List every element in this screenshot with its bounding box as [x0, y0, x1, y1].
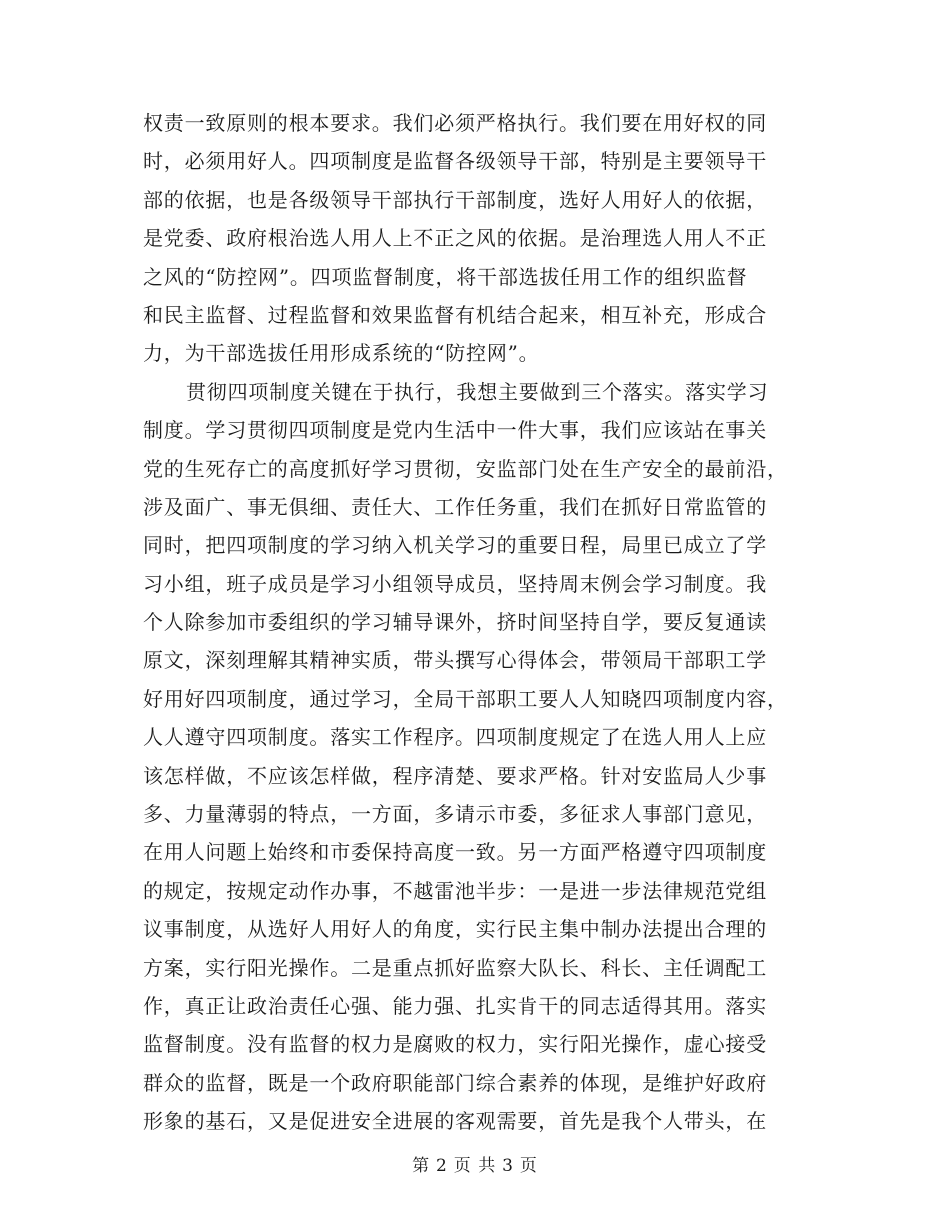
page-label-prefix: 第 [412, 1156, 431, 1176]
page-footer [0, 1151, 950, 1176]
text-line: 原文，深刻理解其精神实质，带头撰写心得体会，带领局干部职工学 [143, 648, 767, 673]
text-line: 时，必须用好人。四项制度是监督各级领导干部，特别是主要领导干 [143, 149, 767, 174]
text-line: 是党委、政府根治选人用人上不正之风的依据。是治理选人用人不正 [143, 226, 767, 251]
text-line: 人人遵守四项制度。落实工作程序。四项制度规定了在选人用人上应 [143, 725, 767, 750]
text-line: 的规定，按规定动作办事，不越雷池半步：一是进一步法律规范党组 [143, 878, 767, 903]
text-line: 监督制度。没有监督的权力是腐败的权力，实行阳光操作，虚心接受 [143, 1032, 767, 1057]
text-line: 形象的基石，又是促进安全进展的客观需要，首先是我个人带头，在 [143, 1109, 767, 1134]
text-line: 部的依据，也是各级领导干部执行干部制度，选好人用好人的依据， [143, 187, 767, 212]
paragraph-first-line: 贯彻四项制度关键在于执行，我想主要做到三个落实。落实学习 [186, 379, 769, 404]
text-line: 和民主监督、过程监督和效果监督有机结合起来，相互补充，形成合 [143, 302, 767, 327]
text-line: 多、力量薄弱的特点，一方面，多请示市委，多征求人事部门意见， [143, 802, 767, 827]
text-line: 个人除参加市委组织的学习辅导课外，挤时间坚持自学，要反复通读 [143, 610, 767, 635]
text-line: 作，真正让政治责任心强、能力强、扎实肯干的同志适得其用。落实 [143, 993, 767, 1018]
text-line: 方案，实行阳光操作。二是重点抓好监察大队长、科长、主任调配工 [143, 955, 767, 980]
text-line: 议事制度，从选好人用好人的角度，实行民主集中制办法提出合理的 [143, 917, 767, 942]
text-line: 党的生死存亡的高度抓好学习贯彻，安监部门处在生产安全的最前沿， [143, 456, 788, 481]
page-total: 3 [502, 1156, 514, 1176]
text-line: 该怎样做，不应该怎样做，程序清楚、要求严格。针对安监局人少事 [143, 763, 767, 788]
text-line: 制度。学习贯彻四项制度是党内生活中一件大事，我们应该站在事关 [143, 418, 767, 443]
text-line: 力，为干部选拔任用形成系统的“防控网”。 [143, 341, 540, 366]
text-line: 涉及面广、事无俱细、责任大、工作任务重，我们在抓好日常监管的 [143, 494, 767, 519]
text-line: 之风的“防控网”。四项监督制度，将干部选拔任用工作的组织监督 [143, 264, 748, 289]
text-line: 在用人问题上始终和市委保持高度一致。另一方面严格遵守四项制度 [143, 840, 767, 865]
text-line: 习小组，班子成员是学习小组领导成员，坚持周末例会学习制度。我 [143, 571, 767, 596]
body-text [143, 104, 803, 1141]
page-label-suffix: 页 [519, 1156, 538, 1176]
text-line: 群众的监督，既是一个政府职能部门综合素养的体现，是维护好政府 [143, 1070, 767, 1095]
text-line: 同时，把四项制度的学习纳入机关学习的重要日程，局里已成立了学 [143, 533, 767, 558]
text-line: 好用好四项制度，通过学习，全局干部职工要人人知晓四项制度内容， [143, 686, 788, 711]
page-label-mid: 页 共 [453, 1156, 497, 1176]
text-line: 权责一致原则的根本要求。我们必须严格执行。我们要在用好权的同 [143, 111, 767, 135]
page-current: 2 [436, 1156, 448, 1176]
